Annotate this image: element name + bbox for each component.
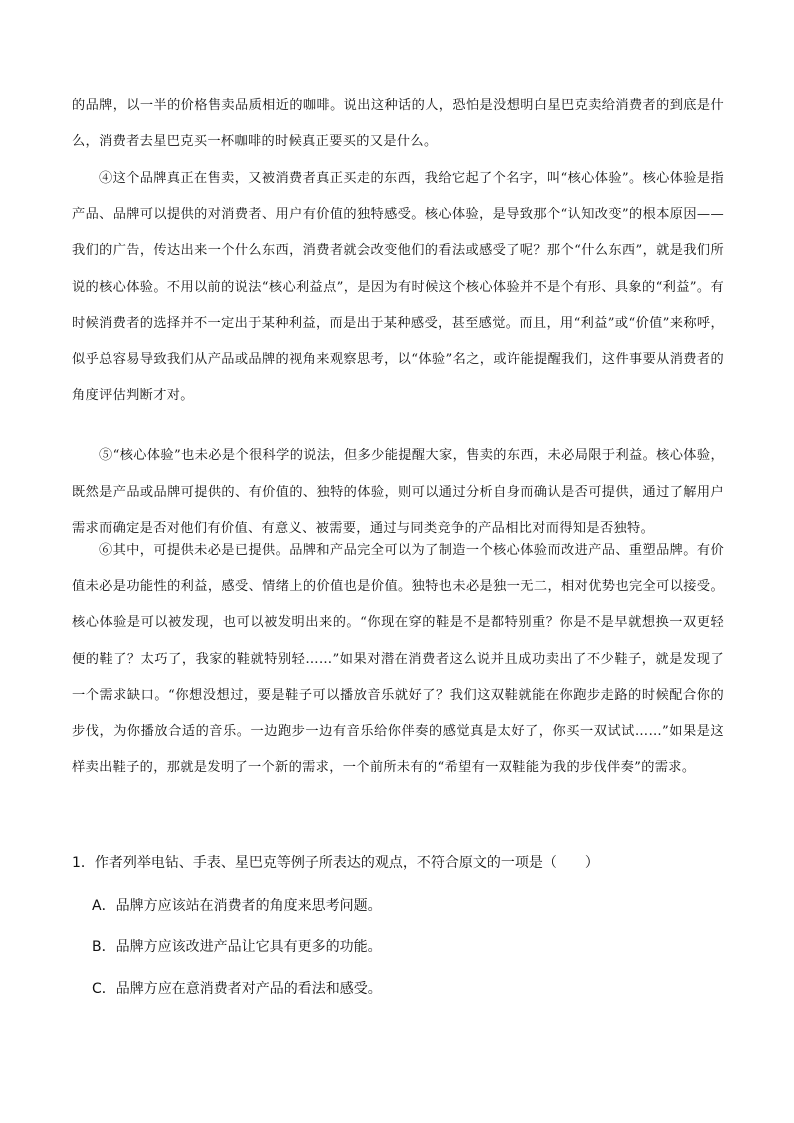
question-stem: 1．作者列举电钻、手表、星巴克等例子所表达的观点，不符合原文的一项是（ ） (72, 855, 599, 871)
paragraph-5: ⑤“核心体验”也未必是个很科学的说法，但多少能提醒大家，售卖的东西，未必局限于利益。核心体验，既然是产品或品牌可提供的、有价值的、独特的体验，则可以通过分析自身而确认是否可提供，通过了解用户需求而确定是否对他们有价值、有意义、被需要，通过与同类竞争的产品相比对而得知是否独特。 (72, 448, 724, 536)
paragraph-4: ④这个品牌真正在售卖，又被消费者真正买走的东西，我给它起了个名字，叫“核心体验”。核心体验是指产品、品牌可以提供的对消费者、用户有价值的独特感受。核心体验，是导致那个“认知改变”的根本原因——我们的广告，传达出来一个什么东西，消费者就会改变他们的看法或感受了呢？那个“什么东西”，就是我们所说的核心体验。不用以前的说法“核心利益点”，是因为有时候这个核心体验并不是个有形、具象的“利益”。有时候消费者的选择并不一定出于某种利益，而是出于某种感受，甚至感觉。而且，用“利益”或“价值”来称呼，似乎总容易导致我们从产品或品牌的视角来观察思考，以“体验”名之，或许能提醒我们，这件事要从消费者的角度评估判断才对。 (72, 171, 724, 404)
paragraph-6: ⑥其中，可提供未必是已提供。品牌和产品完全可以为了制造一个核心体验而改进产品、重塑品牌。有价值未必是功能性的利益，感受、情绪上的价值也是价值。独特也未必是独一无二，相对优势也完全可以接受。核心体验是可以被发现，也可以被发明出来的。“你现在穿的鞋是不是都特别重？你是不是早就想换一双更轻便的鞋了？太巧了，我家的鞋就特别轻……”如果对潜在消费者这么说并且成功卖出了不少鞋子，就是发现了一个需求缺口。“你想没想过，要是鞋子可以播放音乐就好了？我们这双鞋就能在你跑步走路的时候配合你的步伐，为你播放合适的音乐。一边跑步一边有音乐给你伴奏的感觉真是太好了，你买一双试试……”如果是这样卖出鞋子的，那就是发明了一个新的需求，一个前所未有的“希望有一双鞋能为我的步伐伴奏”的需求。 (72, 543, 724, 776)
paragraph-continued: 的品牌，以一半的价格售卖品质相近的咖啡。说出这种话的人，恐怕是没想明白星巴克卖给消费者的到底是什么，消费者去星巴克买一杯咖啡的时候真正要买的又是什么。 (72, 98, 724, 150)
question-option-b: B．品牌方应该改进产品让它具有更多的功能。 (92, 939, 382, 955)
question-option-a: A．品牌方应该站在消费者的角度来思考问题。 (92, 898, 382, 914)
question-option-c: C．品牌方应在意消费者对产品的看法和感受。 (92, 981, 382, 997)
